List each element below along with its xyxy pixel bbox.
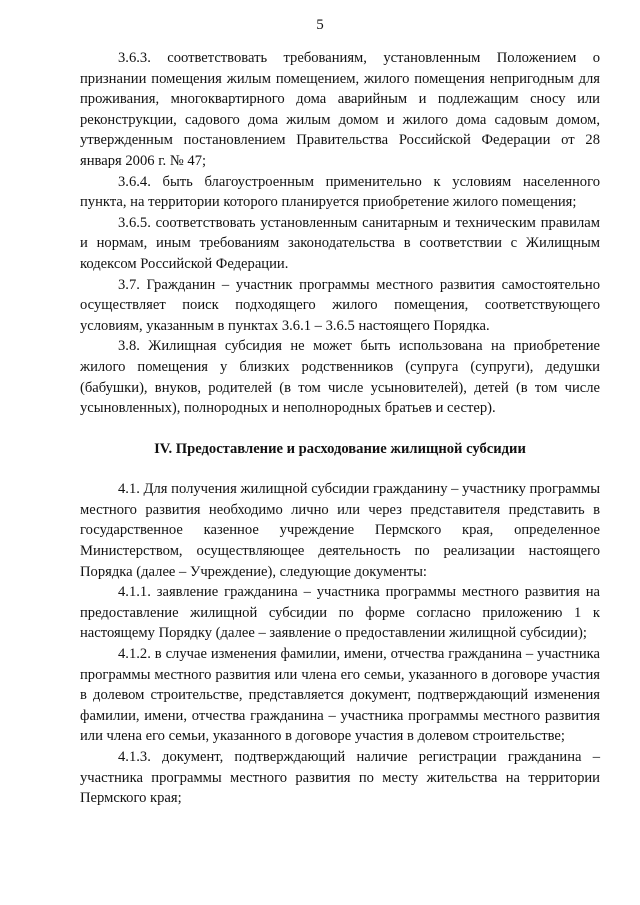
paragraph-3-6-4: 3.6.4. быть благоустроенным применительно к условиям населенного пункта, на территории которого планируется приобретение жилого помещения; <box>80 173 600 211</box>
section-heading: IV. Предоставление и расходование жилищной субсидии <box>154 440 526 457</box>
page-number: 5 <box>316 17 324 33</box>
paragraph-4-1-2: 4.1.2. в случае изменения фамилии, имени, отчества гражданина – участника программы местного развития или члена его семьи, указанного в договоре участия в долевом строительстве, представляется документ, подтверждающий изменения фамилии, имени, отчества гражданина – участника программы местного развития или члена его семьи, указанного в договоре участия в долевом строительстве; <box>80 646 600 745</box>
paragraph-3-6-3: 3.6.3. соответствовать требованиям, установленным Положением о признании помещения жилым помещением, жилого помещения непригодным для проживания, многоквартирного дома аварийным и подлежащим сносу или реконструкции, садового дома жилым домом и жилого дома садовым домом, утвержденным постановлением Правительства Российской Федерации от 28 января 2006 г. № 47; <box>80 50 600 169</box>
paragraph-4-1-3: 4.1.3. документ, подтверждающий наличие регистрации гражданина – участника программы местного развития по месту жительства на территории Пермского края; <box>80 749 600 807</box>
paragraph-4-1: 4.1. Для получения жилищной субсидии гражданину – участнику программы местного развития необходимо лично или через представителя представить в государственное казенное учреждение Пермского края, определенное Министерством, осуществляющее деятельность по реализации настоящего Порядка (далее – Учреждение), следующие документы: <box>80 481 600 580</box>
paragraph-3-7: 3.7. Гражданин – участник программы местного развития самостоятельно осуществляет поиск подходящего жилого помещения, соответствующего условиям, указанным в пунктах 3.6.1 – 3.6.5 настоящего Порядка. <box>80 276 600 334</box>
paragraph-4-1-1: 4.1.1. заявление гражданина – участника программы местного развития на предоставление жилищной субсидии по форме согласно приложению 1 к настоящему Порядку (далее – заявление о предоставлении жилищной субсидии); <box>80 584 600 642</box>
document-body <box>80 48 600 809</box>
paragraph-3-6-5: 3.6.5. соответствовать установленным санитарным и техническим правилам и нормам, иным требованиям законодательства в соответствии с Жилищным кодексом Российской Федерации. <box>80 214 600 272</box>
paragraph-3-8: 3.8. Жилищная субсидия не может быть использована на приобретение жилого помещения у близких родственников (супруга (супруги), дедушки (бабушки), внуков, родителей (в том числе усыновителей), детей (в том числе усыновленных), полнородных и неполнородных братьев и сестер). <box>80 338 600 417</box>
